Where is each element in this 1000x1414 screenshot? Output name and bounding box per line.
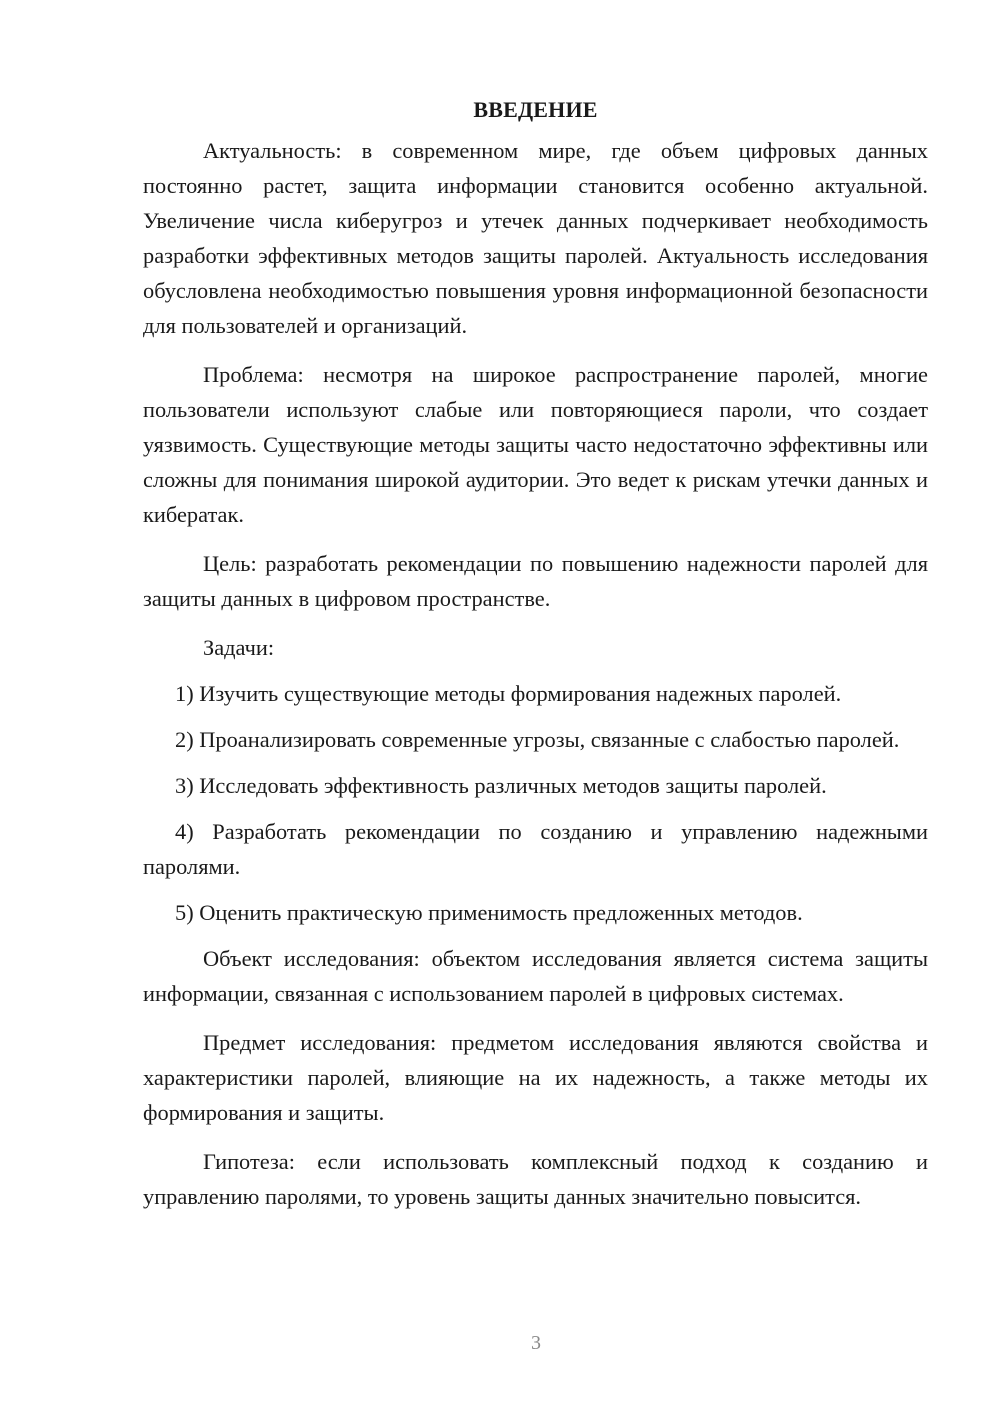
paragraph-object: Объект исследования: объектом исследования является система защиты информации, связанная с использованием паролей в цифровых системах. — [143, 946, 928, 1006]
page-number: 3 — [531, 1332, 541, 1354]
task-item-2: 2) Проанализировать современные угрозы, связанные с слабостью паролей. — [175, 727, 900, 752]
task-item-3: 3) Исследовать эффективность различных методов защиты паролей. — [175, 773, 827, 798]
paragraph-goal: Цель: разработать рекомендации по повышению надежности паролей для защиты данных в цифровом пространстве. — [143, 551, 928, 611]
paragraph-subject: Предмет исследования: предметом исследования являются свойства и характеристики паролей, влияющие на их надежность, а также методы их формирования и защиты. — [143, 1030, 928, 1125]
document-page — [143, 92, 928, 1228]
paragraph-hypothesis: Гипотеза: если использовать комплексный подход к созданию и управлению паролями, то уровень защиты данных значительно повысится. — [143, 1149, 928, 1209]
document-title: ВВЕДЕНИЕ — [473, 97, 598, 122]
paragraph-relevance: Актуальность: в современном мире, где объем цифровых данных постоянно растет, защита информации становится особенно актуальной. Увеличение числа киберугроз и утечек данных подчеркивает необходимость разработки эффективных методов защиты паролей. Актуальность исследования обусловлена необходимостью повышения уровня информационной безопасности для пользователей и организаций. — [143, 138, 928, 338]
paragraph-problem: Проблема: несмотря на широкое распространение паролей, многие пользователи используют слабые или повторяющиеся пароли, что создает уязвимость. Существующие методы защиты часто недостаточно эффективны или сложны для понимания широкой аудитории. Это ведет к рискам утечки данных и кибератак. — [143, 362, 928, 527]
tasks-heading: Задачи: — [203, 635, 275, 660]
task-item-1: 1) Изучить существующие методы формирования надежных паролей. — [175, 681, 842, 706]
task-item-5: 5) Оценить практическую применимость предложенных методов. — [175, 900, 803, 925]
task-item-4: 4) Разработать рекомендации по созданию и управлению надежными паролями. — [143, 819, 928, 879]
